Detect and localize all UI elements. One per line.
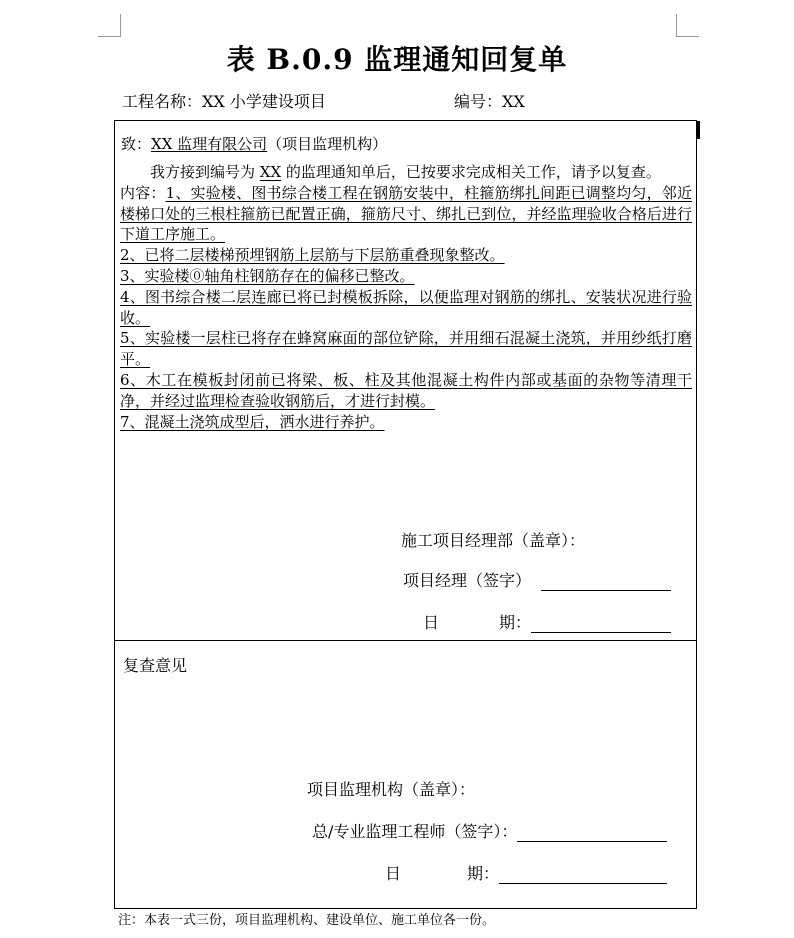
- project-name-row: [122, 89, 326, 112]
- document-title: 表 B.0.9 监理通知回复单: [226, 43, 568, 76]
- content-item-6: [120, 370, 692, 412]
- number-value: XX: [502, 92, 525, 111]
- manager-signature-line[interactable]: [541, 572, 671, 591]
- footnote: 注：本表一式三份，项目监理机构、建设单位、施工单位各一份。: [118, 913, 496, 928]
- section-divider: [115, 640, 696, 641]
- review-date-row: [385, 861, 667, 884]
- contractor-dept-seal: 施工项目经理部（盖章）：: [401, 531, 586, 550]
- content-item-4: [120, 287, 692, 329]
- date-label-day: 日: [423, 613, 440, 632]
- item-text: 6、木工在模板封闭前已将梁、板、柱及其他混凝土构件内部或基面的杂物等清理干净，并经过监理检查验收钢筋后，才进行封模。: [120, 370, 692, 410]
- addressee: [121, 133, 387, 154]
- reply-form-table: [114, 120, 697, 909]
- intro-before: 我方接到编号为: [150, 163, 260, 181]
- content-item-2: [120, 245, 692, 266]
- review-opinion-label: 复查意见: [123, 656, 188, 675]
- project-name: XX 小学建设项目: [202, 92, 326, 111]
- date-label-period: 期：: [499, 613, 532, 632]
- content-item-3: [120, 266, 692, 287]
- to-company: XX 监理有限公司: [151, 135, 268, 153]
- intro-paragraph: [120, 162, 692, 183]
- content-item-5: [120, 328, 692, 370]
- reply-date-row: [423, 610, 671, 633]
- item-text: 3、实验楼⓪轴角柱钢筋存在的偏移已整改。: [120, 266, 415, 285]
- manager-sign-row: [403, 568, 671, 591]
- item-text: 1、实验楼、图书综合楼工程在钢筋安装中，柱箍筋绑扎间距已调整均匀，邻近楼梯口处的三根柱箍筋已配置正确，箍筋尺寸、绑扎已到位，并经监理验收合格后进行下道工序施工。: [120, 183, 692, 244]
- manager-sign-label: 项目经理（签字）: [403, 571, 532, 590]
- text-cursor: [697, 121, 700, 139]
- intro-after: 的监理通知单后，已按要求完成相关工作，请予以复查。: [281, 163, 661, 181]
- review-date-label-day: 日: [385, 864, 402, 883]
- intro-number: XX: [259, 163, 282, 181]
- engineer-sign-label: 总/专业监理工程师（签字）：: [312, 822, 518, 841]
- review-date-label-period: 期：: [467, 864, 500, 883]
- engineer-signature-line[interactable]: [517, 823, 667, 842]
- number-label: 编号：: [454, 92, 503, 111]
- to-suffix: （项目监理机构）: [267, 135, 388, 153]
- item-text: 5、实验楼一层柱已将存在蜂窝麻面的部位铲除，并用细石混凝土浇筑，并用纱纸打磨平。: [120, 329, 692, 369]
- reply-date-line[interactable]: [531, 614, 671, 633]
- crop-mark-top-left: [98, 14, 121, 37]
- content-item-7: [120, 412, 692, 433]
- item-text: 2、已将二层楼梯预埋钢筋上层筋与下层筋重叠现象整改。: [120, 246, 505, 265]
- content-item-1: [120, 183, 692, 245]
- project-label: 工程名称：: [122, 92, 203, 111]
- number-row: [454, 89, 525, 112]
- crop-mark-top-right: [676, 14, 699, 37]
- item-text: 4、图书综合楼二层连廊已将已封模板拆除，以便监理对钢筋的绑扎、安装状况进行验收。: [120, 287, 692, 327]
- review-date-line[interactable]: [499, 865, 667, 884]
- reply-content: [120, 162, 692, 432]
- engineer-sign-row: [312, 819, 667, 842]
- content-label: 内容：: [120, 183, 166, 202]
- to-label: 致：: [121, 135, 152, 153]
- agency-seal: 项目监理机构（盖章）：: [307, 780, 476, 799]
- item-text: 7、混凝土浇筑成型后，洒水进行养护。: [120, 412, 385, 431]
